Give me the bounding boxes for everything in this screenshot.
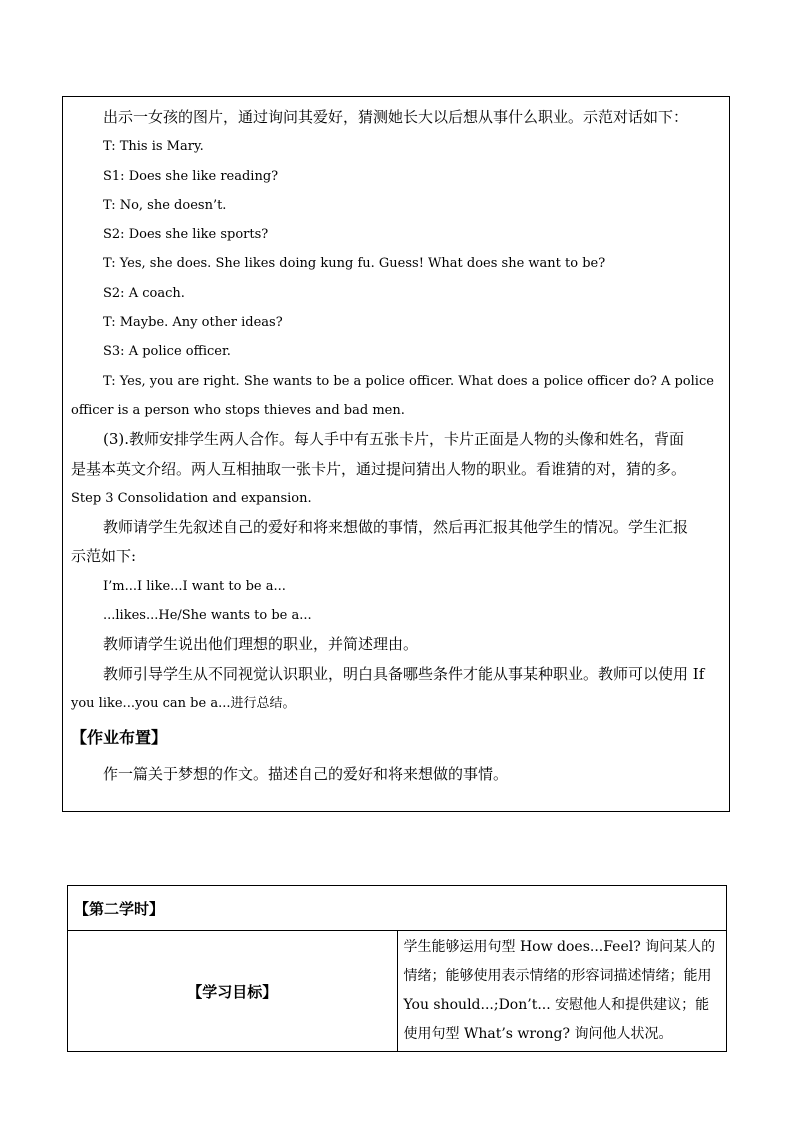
text-line: 出示一女孩的图片，通过询问其爱好，猜测她长大以后想从事什么职业。示范对话如下： [103, 108, 689, 126]
dialogue-line: officer is a person who stops thieves and bad men. [71, 402, 405, 418]
dialogue-line: S1: Does she like reading? [103, 168, 279, 184]
homework-heading: 【作业布置】 [71, 728, 168, 748]
objective-text: 学生能够运用句型 How does...Feel? 询问某人的情绪；能够使用表示情绪的形容词描述情绪；能用 You should...;Don’t... 安慰他人和提供建议；能使用句型 What’s wrong? 询问他人状况。 [397, 931, 727, 1052]
objective-label: 【学习目标】 [68, 931, 398, 1052]
lesson-procedure-box [62, 96, 730, 812]
text-line: 教师请学生先叙述自己的爱好和将来想做的事情，然后再汇报其他学生的情况。学生汇报 [103, 518, 689, 537]
dialogue-line: S2: Does she like sports? [103, 227, 269, 243]
pattern-line: I’m...I like...I want to be a... [103, 578, 286, 594]
text-line: you like...you can be a...进行总结。 [71, 695, 296, 711]
dialogue-line: T: Yes, she does. She likes doing kung fu. Guess! What does she want to be? [103, 256, 606, 272]
text-line: 教师请学生说出他们理想的职业，并简述理由。 [103, 635, 419, 654]
dialogue-line: T: Maybe. Any other ideas? [103, 315, 283, 331]
step-heading: Step 3 Consolidation and expansion. [71, 490, 312, 506]
dialogue-line: S3: A police officer. [103, 344, 231, 360]
text-line: (3).教师安排学生两人合作。每人手中有五张卡片，卡片正面是人物的头像和姓名，背面 [103, 430, 685, 449]
session-title: 【第二学时】 [68, 886, 727, 931]
text-line: 是基本英文介绍。两人互相抽取一张卡片，通过提问猜出人物的职业。看谁猜的对，猜的多。 [71, 459, 687, 478]
homework-text: 作一篇关于梦想的作文。描述自己的爱好和将来想做的事情。 [103, 765, 509, 784]
second-session-table [67, 885, 727, 1052]
dialogue-line: T: This is Mary. [103, 139, 204, 155]
text-line: 教师引导学生从不同视觉认识职业，明白具备哪些条件才能从事某种职业。教师可以使用 If [103, 664, 705, 683]
dialogue-line: T: Yes, you are right. She wants to be a police officer. What does a police officer do? A police [103, 373, 714, 389]
dialogue-line: T: No, she doesn’t. [103, 197, 227, 213]
pattern-line: ...likes...He/She wants to be a... [103, 608, 312, 624]
text-line: 示范如下: [71, 547, 137, 566]
dialogue-line: S2: A coach. [103, 285, 185, 301]
